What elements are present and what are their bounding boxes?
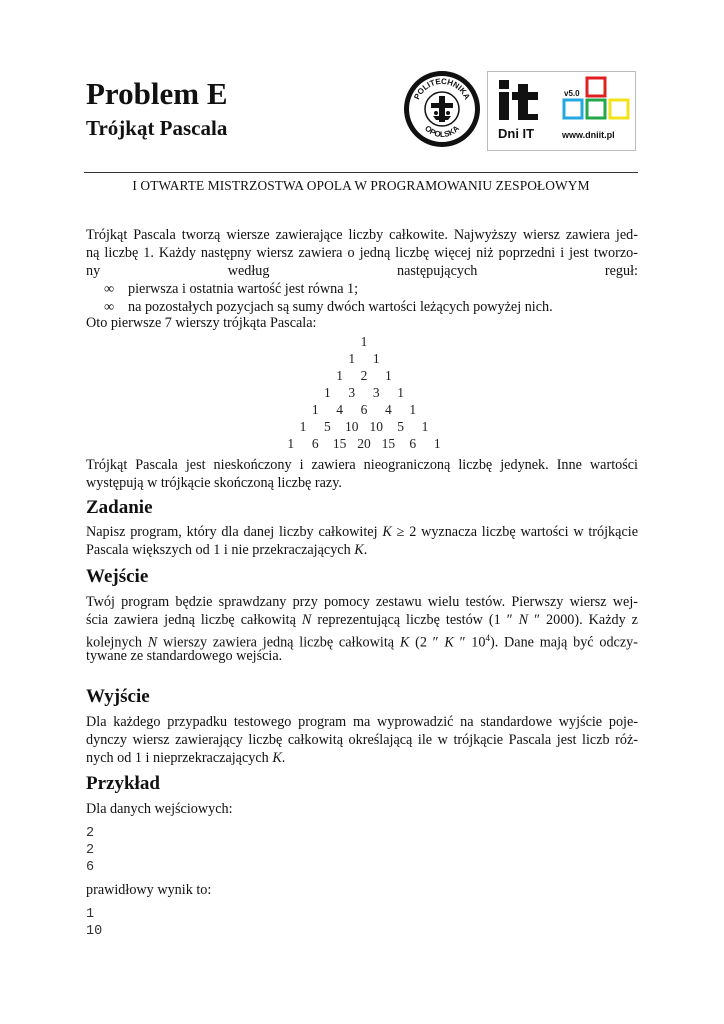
pascal-value: 10 <box>345 419 359 434</box>
zadanie-line-1: Napisz program, który dla danej liczby całkowitej K ≥ 2 wyznacza liczbę wartości w trójkącie <box>86 524 638 540</box>
pascal-value: 1 <box>409 402 417 417</box>
infinity-bullet-icon: ∞ <box>104 299 115 315</box>
pascal-value: 1 <box>372 351 380 366</box>
rule-text-2: na pozostałych pozycjach są sumy dwóch wartości leżących powyżej nich. <box>128 299 553 315</box>
pascal-row <box>284 402 444 419</box>
pascal-value: 1 <box>311 402 319 417</box>
logo-text-bottom: OPOLSKA <box>423 123 461 140</box>
example-input-line: 6 <box>86 860 95 875</box>
pascal-value: 6 <box>311 436 319 451</box>
pascal-row <box>284 351 444 368</box>
zadanie-line-2: Pascala większych od 1 i nie przekraczających K. <box>86 542 368 558</box>
example-output-line: 10 <box>86 924 103 939</box>
wejscie-line-4: tywane ze standardowego wejścia. <box>86 648 283 664</box>
wejscie-line-2: ścia zawiera jedną liczbę całkowitą N reprezentującą liczbę testów (1 ″ N ″ 2000). Każdy z <box>86 612 638 628</box>
pascal-row <box>284 419 444 436</box>
intro-line-1: Trójkąt Pascala tworzą wiersze zawierające liczby całkowite. Najwyższy wiersz zawiera jed- <box>86 227 638 243</box>
example-output-label: prawidłowy wynik to: <box>86 882 212 898</box>
after-triangle-line-2: występują w trójkącie skończoną liczbę razy. <box>86 475 342 491</box>
infinity-bullet-icon: ∞ <box>104 281 115 297</box>
section-heading-wejscie: Wejście <box>86 566 149 587</box>
page-subtitle: Trójkąt Pascala <box>86 116 228 140</box>
pascal-value: 1 <box>360 334 368 349</box>
rule-bullet-1 <box>104 280 358 298</box>
logo-text-top: POLITECHNIKA <box>412 76 472 102</box>
pascal-value: 6 <box>409 436 417 451</box>
pascal-value: 5 <box>397 419 404 434</box>
wyjscie-line-3: nych od 1 i nieprzekraczających K. <box>86 750 286 766</box>
pascal-row <box>284 385 444 402</box>
rule-text-1: pierwsza i ostatnia wartość jest równa 1; <box>128 281 359 297</box>
logo-url: www.dniit.pl <box>562 130 615 140</box>
logo-square-red <box>587 78 605 96</box>
pascal-value: 1 <box>421 419 429 434</box>
example-input-line: 2 <box>86 843 95 858</box>
pascal-value: 3 <box>372 385 380 400</box>
wejscie-line-3: kolejnych N wierszy zawiera jedną liczbę całkowitą K (2 ″ K ″ $10^4$). Dane mają być odczy- <box>86 633 638 651</box>
pascal-value: 10 <box>369 419 383 434</box>
section-heading-przyklad: Przykład <box>86 773 160 794</box>
politechnika-opolska-logo <box>403 70 481 148</box>
logo-version: v5.0 <box>564 89 580 98</box>
wyjscie-line-1: Dla każdego przypadku testowego program ma wyprowadzić na standardowe wyjście poje- <box>86 714 638 730</box>
wejscie-line-1: Twój program będzie sprawdzany przy pomocy zestawu wielu testów. Pierwszy wiersz wej- <box>86 594 638 610</box>
pascal-value: 1 <box>433 436 441 451</box>
logo-square-green <box>587 100 605 118</box>
pascal-row <box>284 436 444 453</box>
pascal-value: 5 <box>324 419 331 434</box>
pascal-value: 20 <box>357 436 371 451</box>
contest-name: I OTWARTE MISTRZOSTWA OPOLA W PROGRAMOWANIU ZESPOŁOWYM <box>132 178 590 193</box>
pascal-value: 6 <box>360 402 368 417</box>
pascal-value: 4 <box>385 402 392 417</box>
intro-after: Oto pierwsze 7 wierszy trójkąta Pascala: <box>86 315 317 331</box>
section-heading-zadanie: Zadanie <box>86 497 153 518</box>
pascal-triangle <box>284 334 444 452</box>
example-output <box>86 906 102 940</box>
intro-line-3: ny według następujących reguł: <box>86 263 638 279</box>
example-input <box>86 825 94 876</box>
header-rule <box>84 172 638 173</box>
pascal-value: 1 <box>287 436 295 451</box>
page-title: Problem E <box>86 76 228 111</box>
pascal-value: 1 <box>336 368 343 383</box>
pascal-value: 1 <box>348 351 356 366</box>
pascal-value: 1 <box>299 419 307 434</box>
logo-label: Dni IT <box>498 126 535 141</box>
pascal-value: 2 <box>360 368 368 383</box>
after-triangle-line-1: Trójkąt Pascala jest nieskończony i zawiera nieograniczoną liczbę jedynek. Inne wartości <box>86 457 638 473</box>
intro-line-2: ną liczbę 1. Każdy następny wiersz zawiera o jedną liczbę więcej niż poprzedni i jest tworzo- <box>86 245 638 261</box>
section-heading-wyjscie: Wyjście <box>86 686 150 707</box>
pascal-value: 1 <box>324 385 331 400</box>
pascal-value: 1 <box>385 368 392 383</box>
example-input-line: 2 <box>86 826 95 841</box>
example-output-line: 1 <box>86 907 95 922</box>
pascal-value: 3 <box>348 385 356 400</box>
logo-square-yellow <box>610 100 628 118</box>
dni-it-logo <box>487 71 636 151</box>
pascal-row <box>284 334 444 351</box>
pascal-value: 1 <box>397 385 404 400</box>
logo-square-blue <box>564 100 582 118</box>
pascal-value: 15 <box>381 436 396 451</box>
example-input-label: Dla danych wejściowych: <box>86 801 233 817</box>
pascal-value: 15 <box>332 436 347 451</box>
pascal-value: 4 <box>336 402 343 417</box>
wyjscie-line-2: dynczy wiersz zawierający liczbę całkowitą określającą ile w trójkącie Pascala jest liczb róż- <box>86 732 638 748</box>
pascal-row <box>284 368 444 385</box>
